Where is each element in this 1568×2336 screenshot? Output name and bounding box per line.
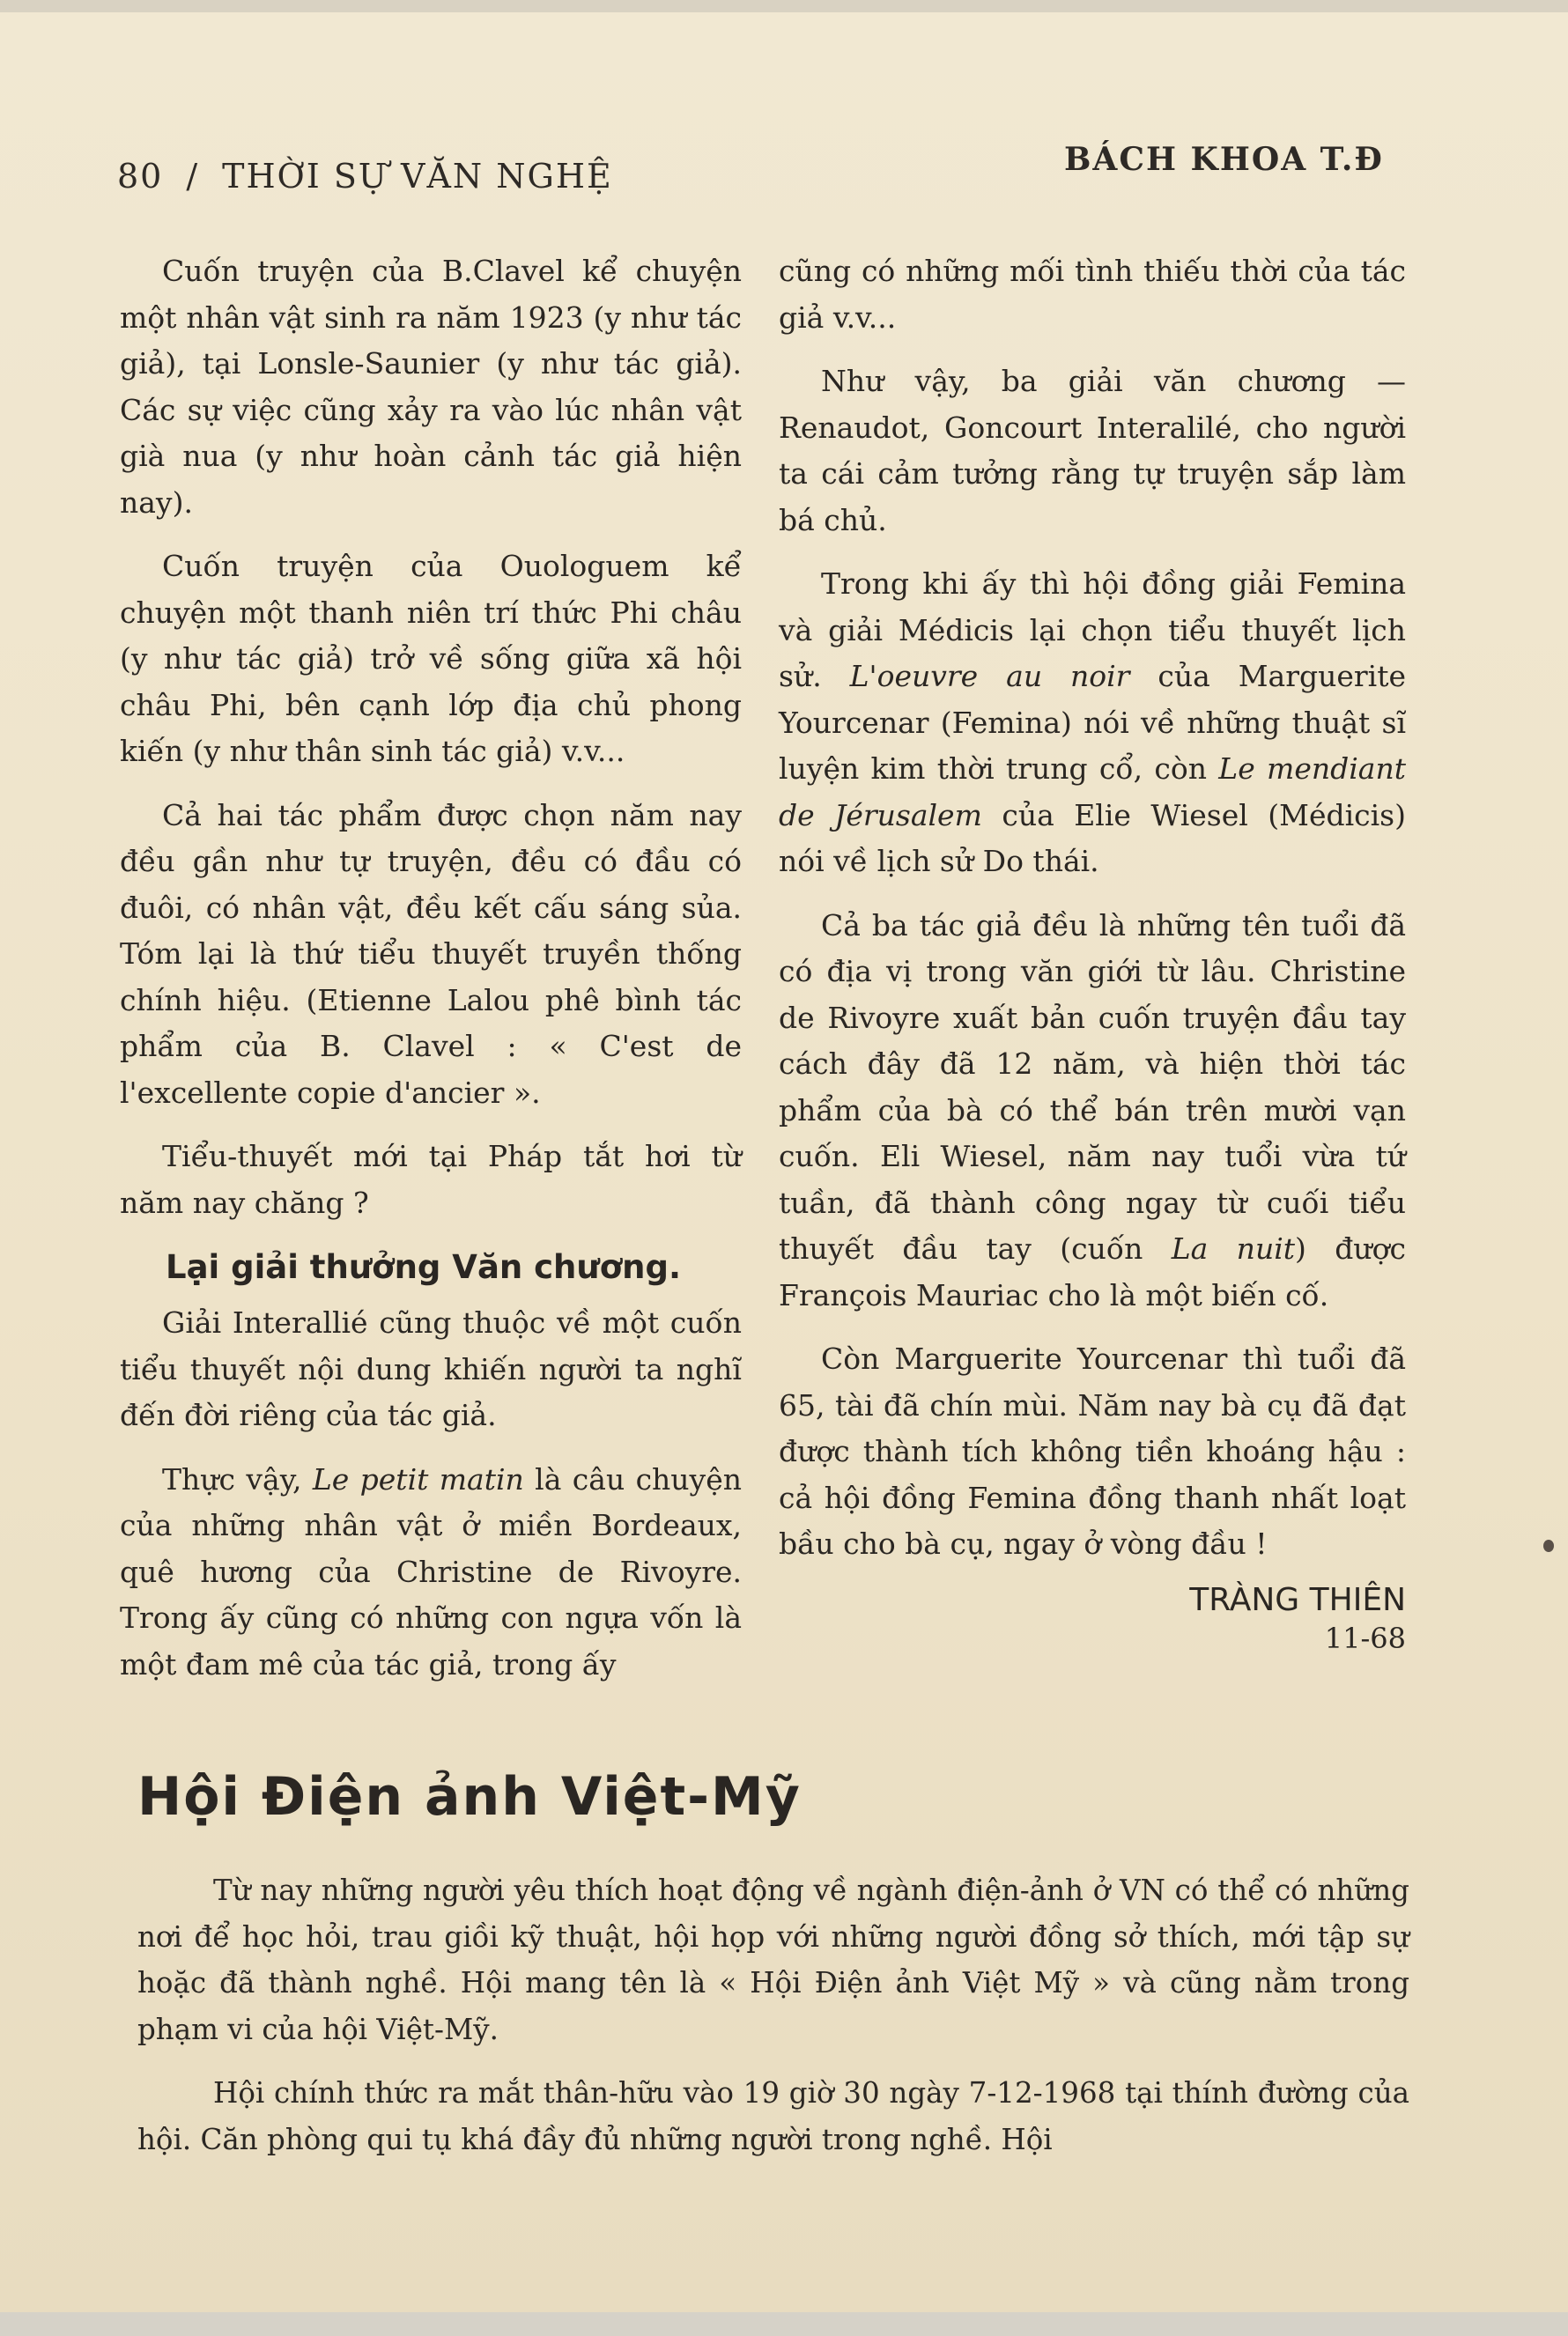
book-title: La nuit xyxy=(1171,1231,1296,1266)
page-number: 80 xyxy=(117,157,164,196)
article-title: Hội Điện ảnh Việt-Mỹ xyxy=(137,1766,802,1828)
running-header-right: BÁCH KHOA T.Đ xyxy=(1064,141,1384,178)
article-signoff xyxy=(779,1580,1406,1656)
section-title: THỜI SỰ VĂN NGHỆ xyxy=(222,157,613,196)
paragraph: Cả ba tác giả đều là những tên tuổi đã có địa vị trong văn giới từ lâu. Christine de Rivoyre xuất bản cuốn truyện đầu tay cách đây đã 12 năm, và hiện thời tác phẩm của bà có thể bán trên mười vạn cuốn. Eli Wiesel, năm nay tuổi vừa tứ tuần, đã thành công ngay từ cuối tiểu thuyết đầu tay (cuốn La nuit) được François Mauriac cho là một biến cố. xyxy=(779,907,1406,1312)
article-date: 11-68 xyxy=(1324,1621,1406,1655)
book-title: L'oeuvre au noir xyxy=(849,659,1130,693)
paragraph: Hội chính thức ra mắt thân-hữu vào 19 giờ 30 ngày 7-12-1968 tại thính đường của hội. Căn phòng qui tụ khá đầy đủ những người trong nghề. Hội xyxy=(137,2076,1409,2156)
paragraph: Cuốn truyện của B.Clavel kể chuyện một nhân vật sinh ra năm 1923 (y như tác giả), tại Lonsle-Saunier (y như tác giả). Các sự việc cũng xảy ra vào lúc nhân vật già nua (y như hoàn cảnh tác giả hiện nay). xyxy=(120,254,742,520)
paragraph: Trong khi ấy thì hội đồng giải Femina và giải Médicis lại chọn tiểu thuyết lịch sử. L'oeuvre au noir của Marguerite Yourcenar (Femina) nói về những thuật sĩ luyện kim thời trung cổ, còn Le mendiant de Jérusalem của Elie Wiesel (Médicis) nói về lịch sử Do thái. xyxy=(779,566,1407,878)
paragraph: Cuốn truyện của Ouologuem kể chuyện một thanh niên trí thức Phi châu (y như tác giả) trở về sống giữa xã hội châu Phi, bên cạnh lớp địa chủ phong kiến (y như thân sinh tác giả) v.v... xyxy=(120,549,742,768)
paragraph: Thực vậy, Le petit matin là câu chuyện của những nhân vật ở miền Bordeaux, quê hương của Christine de Rivoyre. Trong ấy cũng có những con ngựa vốn là một đam mê của tác giả, trong ấy xyxy=(120,1461,742,1682)
book-title: Le petit matin xyxy=(312,1461,524,1497)
running-header-left xyxy=(117,157,613,196)
paragraph: Giải Interallié cũng thuộc về một cuốn tiểu thuyết nội dung khiến người ta nghĩ đến đời riêng của tác giả. xyxy=(120,1305,742,1432)
book-title: Le mendiant de Jérusalem xyxy=(779,751,1406,832)
paragraph: Từ nay những người yêu thích hoạt động về ngành điện-ảnh ở VN có thể có những nơi để học hỏi, trau giồi kỹ thuật, hội họp với những người đồng sở thích, mới tập sự hoặc đã thành nghề. Hội mang tên là « Hội Điện ảnh Việt Mỹ » và cũng nằm trong phạm vi của hội Việt-Mỹ. xyxy=(137,1874,1409,2046)
right-column xyxy=(779,248,1406,1656)
article-body xyxy=(137,1867,1409,2180)
left-column xyxy=(120,248,742,1705)
scan-edge-top xyxy=(0,0,1568,12)
paragraph: Cả hai tác phẩm được chọn năm nay đều gần như tự truyện, đều có đầu có đuôi, có nhân vật, đều kết cấu sáng sủa. Tóm lại là thứ tiểu thuyết truyền thống chính hiệu. (Etienne Lalou phê bình tác phẩm của B. Clavel : « C'est de l'excellente copie d'ancier ». xyxy=(120,797,742,1110)
ink-speck xyxy=(1543,1540,1554,1552)
paragraph: cũng có những mối tình thiếu thời của tác giả v.v... xyxy=(779,254,1406,335)
header-separator: / xyxy=(186,157,200,196)
scan-edge-bottom xyxy=(0,2312,1568,2336)
paragraph: Còn Marguerite Yourcenar thì tuổi đã 65, tài đã chín mùi. Năm nay bà cụ đã đạt được thành tích không tiền khoáng hậu : cả hội đồng Femina đồng thanh nhất loạt bầu cho bà cụ, ngay ở vòng đầu ! xyxy=(779,1342,1406,1561)
author-name: TRÀNG THIÊN xyxy=(1189,1581,1406,1618)
section-heading: Lại giải thưởng Văn chương. xyxy=(166,1248,682,1286)
paragraph: Tiểu-thuyết mới tại Pháp tắt hơi từ năm nay chăng ? xyxy=(120,1139,742,1220)
paragraph: Như vậy, ba giải văn chương — Renaudot, Goncourt Interalilé, cho người ta cái cảm tưởng rằng tự truyện sắp làm bá chủ. xyxy=(779,364,1406,537)
